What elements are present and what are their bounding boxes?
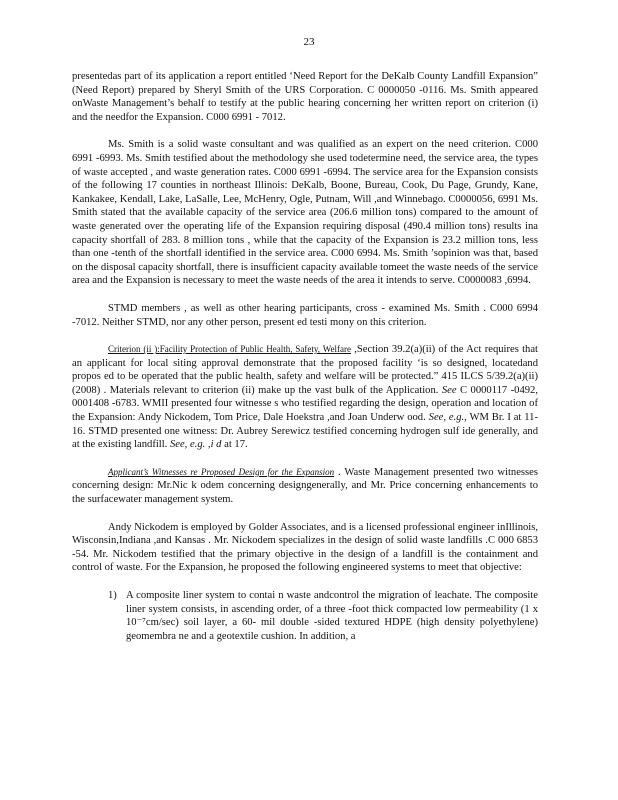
document-body bbox=[72, 70, 538, 643]
engineered-systems-list bbox=[72, 589, 538, 643]
citation-see: See bbox=[441, 384, 457, 396]
criterion-ii-text-b: C 0000117 -0492, 0001408 -6783. WMII presented four witnesse s who testified regarding the design, operation and location of the Expansion: Andy Nickodem, Tom Price, Dale Hoekstra ,and Joan Underw ood. bbox=[72, 384, 539, 424]
criterion-ii-heading: Criterion (ii ):Facility Protection of Public Health, Safety, Welfare bbox=[108, 344, 351, 355]
list-item-number: 1) bbox=[108, 590, 117, 601]
paragraph-need-report: presentedas part of its application a report entitled ‘Need Report for the DeKalb County Landfill Expansion” (Need Report) prepared by Sheryl Smith of the URS Corporation. C 0000050 -0116. Ms. Smith appeared onWaste Management’s behalf to testify at the public hearing concerning her written report on criterion (i) and the needfor the Expansion. C000 6991 - 7012. bbox=[72, 71, 538, 123]
list-item bbox=[72, 589, 538, 643]
design-witnesses-text: . Waste Management presented two witnesses concerning design: Mr.Nic k odem concerning designgenerally, and Mr. Price concerning enhancements to the surfacewater management system. bbox=[72, 466, 538, 506]
criterion-ii-text-d: at 17. bbox=[221, 439, 248, 451]
paragraph-nickodem: Andy Nickodem is employed by Golder Associates, and is a licensed professional engineer inIllinois, Wisconsin,Indiana ,and Kansas . Mr. Nickodem specializes in the design of solid waste landfills .C 000 6853 -54. Mr. Nickodem testified that the primary objective in the design of a landfill is the containment and control of waste. For the Expansion, he proposed the following engineered systems to meet that objective: bbox=[72, 521, 538, 574]
criterion-ii-text-a: ,Section 39.2(a)(ii) of the Act requires that an applicant for local siting approval demonstrate that the proposed facility ‘is so designed, locatedand propos ed to be operated that the public health, safety and welfare will be protected.” 415 ILCS 5/39.2(a)(ii) (2008) . Materials relevant to criterion (ii) make up the vast bulk of the Application. bbox=[72, 344, 538, 396]
paragraph-cross-examination: STMD members , as well as other hearing participants, cross - examined Ms. Smith . C000 6994 -7012. Neither STMD, nor any other person, present ed testi mony on this criterion. bbox=[72, 302, 538, 328]
paragraph-smith-testimony: Ms. Smith is a solid waste consultant and was qualified as an expert on the need criterion. C000 6991 -6993. Ms. Smith testified about the methodology she used todetermine need, the service area, the types of waste accepted , and waste generation rates. C000 6991 -6994. The service area for the Expansion consists of the following 17 counties in northeast Illinois: DeKalb, Boone, Bureau, Cook, Du Page, Grundy, Kane, Kankakee, Kendall, Lake, LaSalle, Lee, McHenry, Ogle, Putnam, Will ,and Winnebago. C0000056, 6991 Ms. Smith stated that the available capacity of the service area (206.6 million tons) compared to the amount of waste generated over the operating life of the Expansion requiring disposal (490.4 million tons) results ina capacity shortfall of 283. 8 million tons , while that the capacity of the Expansion is 23.2 million tons, less than one -tenth of the shortfall identified in the service area. C000 6994. Ms. Smith ’sopinion was that, based on the disposal capacity shortfall, there is insufficient capacity available tomeet the waste needs of the service area and the Expansion is necessary to meet the waste needs of the area it intends to serve. C0000083 ,6994. bbox=[72, 139, 538, 287]
paragraph-criterion-ii bbox=[72, 343, 538, 452]
page-number: 23 bbox=[303, 36, 315, 48]
citation-see-eg-id: See, e.g. ,i d bbox=[169, 439, 222, 451]
design-witnesses-heading: Applicant’s Witnesses re Proposed Design for the Expansion bbox=[108, 466, 335, 477]
citation-see-eg: See, e.g., bbox=[428, 412, 467, 424]
criterion-ii-text-c: WM Br. I at 11-16. STMD presented one witness: Dr. Aubrey Serewicz testified concerning hydrogen sulf ide generally, and at the existing landfill. bbox=[72, 412, 538, 451]
paragraph-design-witnesses bbox=[72, 466, 538, 507]
list-item-text: A composite liner system to contai n waste andcontrol the migration of leachate. The composite liner system consists, in ascending order, of a three -foot thick compacted low permeability (1 x 10⁻⁷cm/sec) soil layer, a 60- mil double -sided textured HDPE (high density polyethylene) geomembra ne and a geotextile cushion. In addition, a bbox=[126, 590, 538, 642]
